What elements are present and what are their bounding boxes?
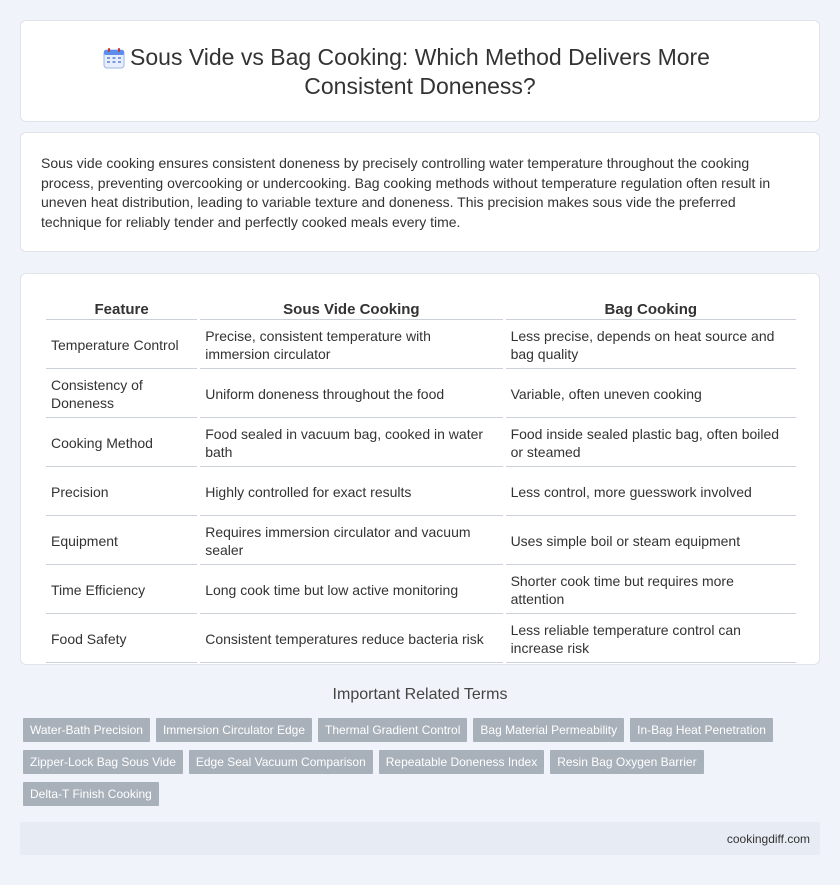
sous-vide-cell: Highly controlled for exact results [200,469,502,516]
table-row [46,567,796,614]
title-card [20,20,820,122]
bag-cooking-cell: Less reliable temperature control can increase risk [506,616,796,663]
intro-paragraph: Sous vide cooking ensures consistent doneness by precisely controlling water temperature throughout the cooking process, preventing overcooking or undercooking. Bag cooking methods without temperature regulation often result in uneven heat distribution, leading to variable texture and doneness. This precision makes sous vide the preferred technique for reliably tender and perfectly cooked meals every time. [41,155,771,230]
feature-cell: Temperature Control [46,322,197,369]
related-term-tag[interactable]: Delta-T Finish Cooking [23,782,159,806]
related-term-tag[interactable]: Edge Seal Vacuum Comparison [189,750,373,774]
related-term-tag[interactable]: Bag Material Permeability [473,718,624,742]
sous-vide-cell: Long cook time but low active monitoring [200,567,502,614]
sous-vide-cell: Consistent temperatures reduce bacteria risk [200,616,502,663]
related-term-tag[interactable]: Repeatable Doneness Index [379,750,544,774]
related-term-tag[interactable]: Resin Bag Oxygen Barrier [550,750,703,774]
bag-cooking-cell: Food inside sealed plastic bag, often boiled or steamed [506,420,796,467]
feature-cell: Equipment [46,518,197,565]
table-row [46,322,796,369]
table-row [46,616,796,663]
comparison-table-card [20,273,820,665]
sous-vide-cell: Uniform doneness throughout the food [200,371,502,418]
table-row [46,371,796,418]
feature-cell: Consistency of Doneness [46,371,197,418]
header-bag-cooking: Bag Cooking [506,296,796,320]
footer [20,822,820,855]
sous-vide-cell: Precise, consistent temperature with immersion circulator [200,322,502,369]
page-title [21,43,819,101]
related-term-tag[interactable]: Thermal Gradient Control [318,718,467,742]
bag-cooking-cell: Shorter cook time but requires more attention [506,567,796,614]
bag-cooking-cell: Variable, often uneven cooking [506,371,796,418]
related-term-tag[interactable]: In-Bag Heat Penetration [630,718,773,742]
page-title-line2: Consistent Doneness? [304,73,536,99]
page-title-line1: Sous Vide vs Bag Cooking: Which Method Delivers More [130,44,710,70]
bag-cooking-cell: Uses simple boil or steam equipment [506,518,796,565]
bag-cooking-cell: Less control, more guesswork involved [506,469,796,516]
table-row [46,420,796,467]
related-term-tag[interactable]: Zipper-Lock Bag Sous Vide [23,750,183,774]
feature-cell: Time Efficiency [46,567,197,614]
feature-cell: Food Safety [46,616,197,663]
related-terms-list [23,718,803,814]
table-row [46,518,796,565]
intro-card [20,132,820,252]
header-sous-vide: Sous Vide Cooking [200,296,502,320]
comparison-table [43,294,799,665]
header-feature: Feature [46,296,197,320]
sous-vide-cell: Requires immersion circulator and vacuum sealer [200,518,502,565]
feature-cell: Precision [46,469,197,516]
table-row [46,469,796,516]
bag-cooking-cell: Less precise, depends on heat source and bag quality [506,322,796,369]
feature-cell: Cooking Method [46,420,197,467]
related-term-tag[interactable]: Water-Bath Precision [23,718,150,742]
sous-vide-cell: Food sealed in vacuum bag, cooked in water bath [200,420,502,467]
footer-site-link[interactable]: cookingdiff.com [726,832,810,846]
table-header-row [46,296,796,320]
related-terms-heading: Important Related Terms [332,686,508,703]
related-term-tag[interactable]: Immersion Circulator Edge [156,718,312,742]
